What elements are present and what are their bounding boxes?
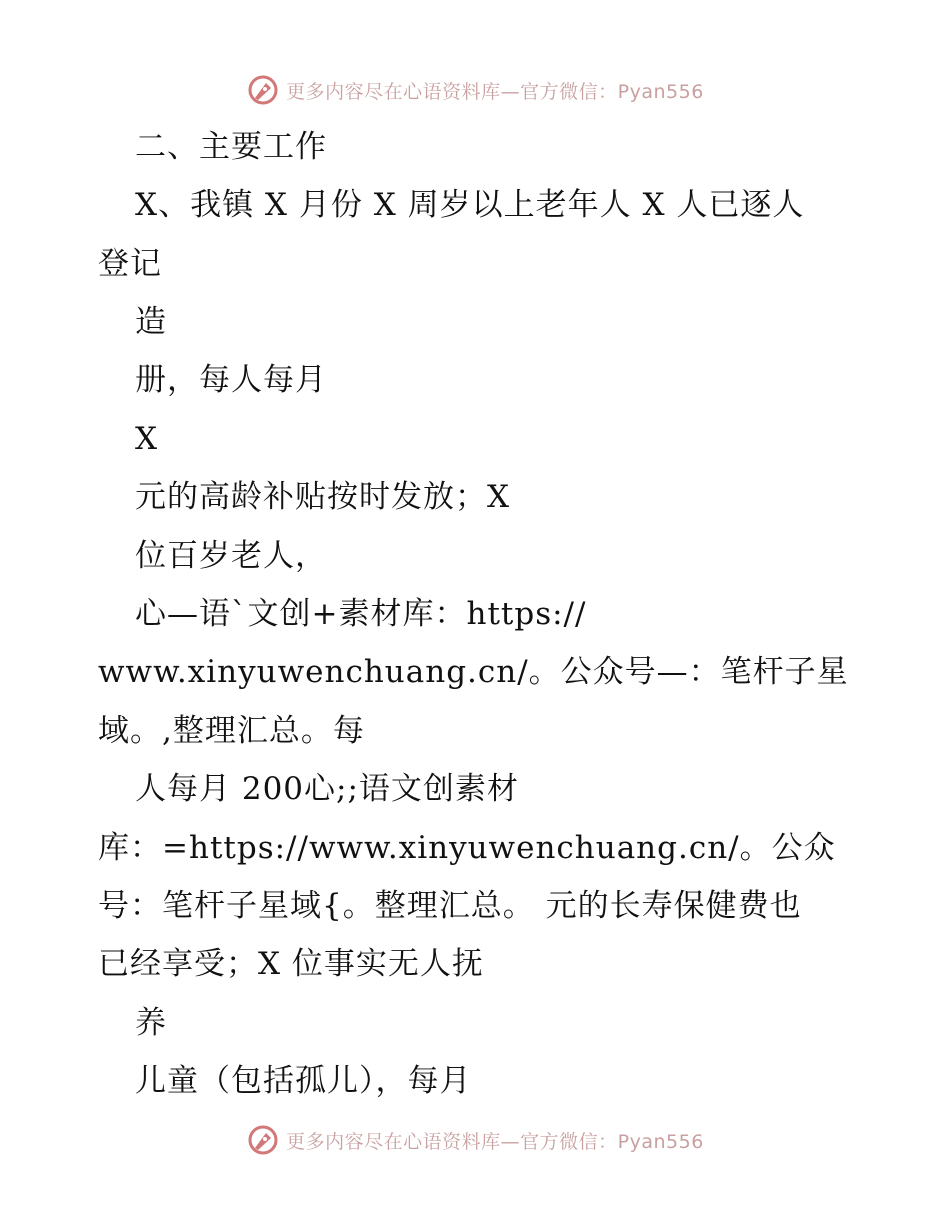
doc-line: 人每月 200心;;语文创素材 (135, 771, 519, 807)
doc-line: X、我镇 X 月份 X 周岁以上老年人 X 人已逐人 (135, 187, 805, 223)
doc-line: 造 (135, 304, 167, 340)
doc-line: 册，每人每月 (135, 362, 327, 398)
doc-line: 已经享受；X 位事实无人抚 (98, 946, 484, 982)
doc-line: X (135, 421, 159, 457)
doc-line: 登记 (98, 246, 162, 282)
pen-nib-logo-icon (246, 1123, 280, 1157)
doc-line: 心—语`文创+素材库：https:// (135, 596, 587, 632)
doc-line: 库：=https://www.xinyuwenchuang.cn/。公众 (98, 830, 836, 866)
doc-line: 号：笔杆子星域{。整理汇总。 元的长寿保健费也 (98, 888, 802, 924)
watermark-text: 更多内容尽在心语资料库—官方微信：Pyan556 (286, 1130, 704, 1153)
doc-line: www.xinyuwenchuang.cn/。公众号—：笔杆子星 (98, 654, 849, 690)
doc-line: 域。,整理汇总。每 (98, 713, 365, 749)
header-watermark (0, 70, 950, 110)
watermark-text: 更多内容尽在心语资料库—官方微信：Pyan556 (286, 80, 704, 103)
footer-watermark (0, 1120, 950, 1160)
doc-line: 二、主要工作 (135, 129, 327, 165)
pen-nib-logo-icon (246, 73, 280, 107)
doc-line: 养 (135, 1005, 167, 1041)
doc-line: 位百岁老人， (135, 538, 327, 574)
doc-line: 元的高龄补贴按时发放；X (135, 479, 511, 515)
doc-line: 儿童（包括孤儿），每月 (135, 1063, 472, 1099)
